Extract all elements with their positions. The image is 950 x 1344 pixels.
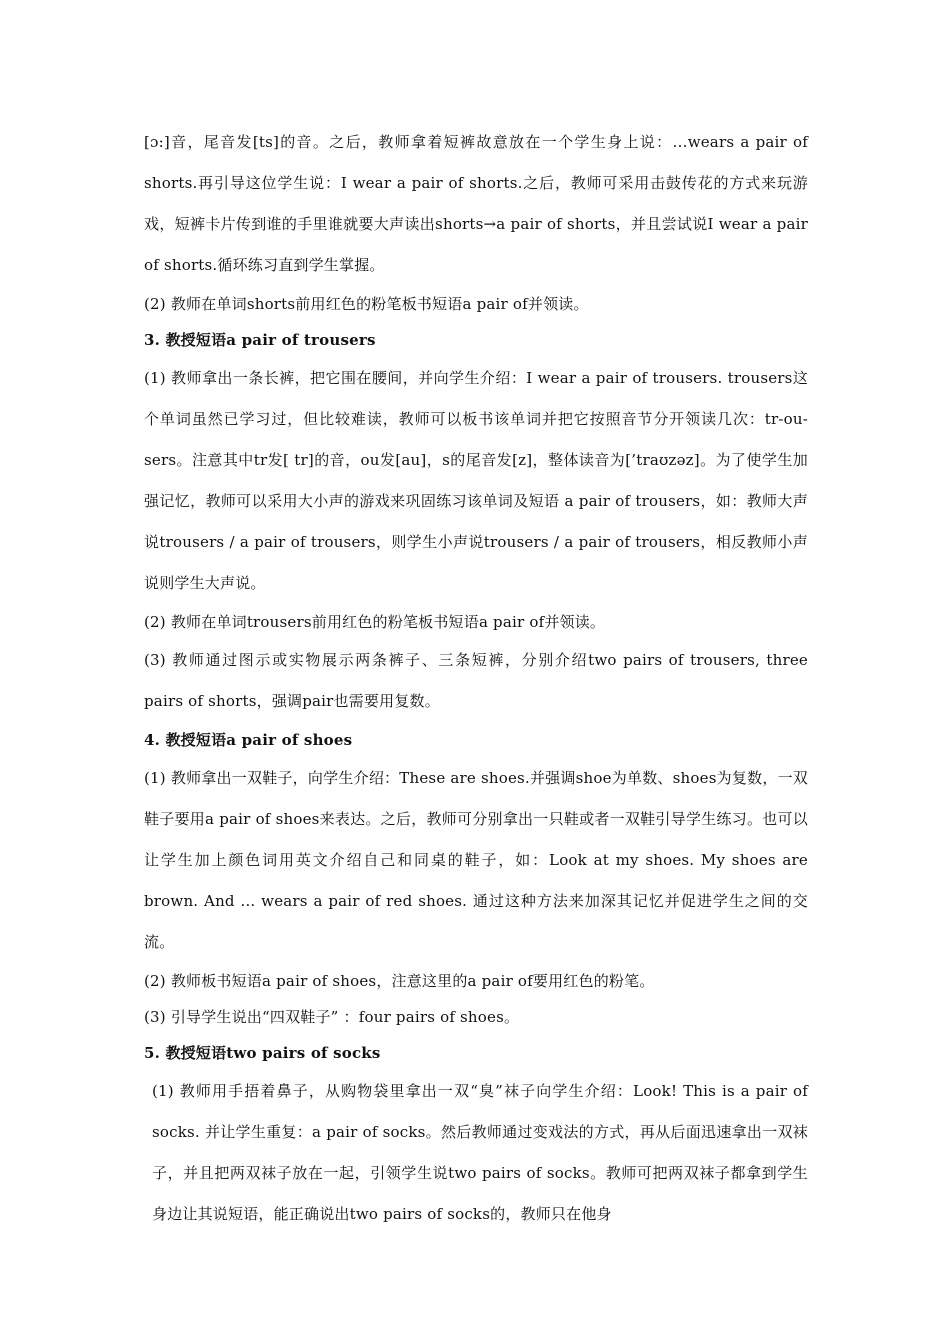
step-shorts-board: (2) 教师在单词shorts前用红色的粉笔板书短语a pair of并领读。 [144, 295, 589, 313]
step-trousers-board: (2) 教师在单词trousers前用红色的粉笔板书短语a pair of并领读。 [144, 613, 606, 631]
paragraph-trousers-plural: (3) 教师通过图示或实物展示两条裤子、三条短裤，分别介绍two pairs of trousers, three pairs of shorts，强调pair也需要用复数。 [144, 651, 808, 710]
step-shoes-board: (2) 教师板书短语a pair of shoes，注意这里的a pair of要用红色的粉笔。 [144, 972, 655, 990]
section-heading-shoes: 4. 教授短语a pair of shoes [144, 731, 353, 749]
step-shoes-four-pairs: (3) 引导学生说出“四双鞋子” ：four pairs of shoes。 [144, 1008, 520, 1026]
paragraph-socks-intro: (1) 教师用手捂着鼻子，从购物袋里拿出一双“臭”袜子向学生介绍：Look! This is a pair of socks. 并让学生重复：a pair of socks。然后教师通过变戏法的方式，再从后面迅速拿出一双袜子，并且把两双袜子放在一起，引领学生说two pairs of socks。教师可把两双袜子都拿到学生身边让其说短语，能正确说出two pairs of socks的，教师只在他身 [152, 1082, 808, 1223]
section-heading-trousers: 3. 教授短语a pair of trousers [144, 331, 376, 349]
document-body [144, 122, 808, 1235]
section-heading-socks: 5. 教授短语two pairs of socks [144, 1044, 381, 1062]
paragraph-shoes-intro: (1) 教师拿出一双鞋子，向学生介绍：These are shoes.并强调shoe为单数、shoes为复数，一双鞋子要用a pair of shoes来表达。之后，教师可分别拿出一只鞋或者一双鞋引导学生练习。也可以让学生加上颜色词用英文介绍自己和同桌的鞋子，如：Look at my shoes. My shoes are brown. And ... wears a pair of red shoes. 通过这种方法来加深其记忆并促进学生之间的交流。 [144, 769, 808, 951]
paragraph-trousers-intro: (1) 教师拿出一条长裤，把它围在腰间，并向学生介绍：I wear a pair of trousers. trousers这个单词虽然已学习过，但比较难读，教师可以板书该单词并把它按照音节分开领读几次：tr-ou-sers。注意其中tr发[ tr]的音，ou发[au]，s的尾音发[z]，整体读音为[’traʊzəz]。为了使学生加强记忆，教师可以采用大小声的游戏来巩固练习该单词及短语 a pair of trousers，如：教师大声说trousers / a pair of trousers，则学生小声说trousers / a pair of trousers，相反教师小声说则学生大声说。 [144, 369, 808, 592]
paragraph-shorts-intro: [ɔ:]音，尾音发[ts]的音。之后，教师拿着短裤故意放在一个学生身上说：…wears a pair of shorts.再引导这位学生说：I wear a pair of shorts.之后，教师可采用击鼓传花的方式来玩游戏，短裤卡片传到谁的手里谁就要大声读出shorts→a pair of shorts，并且尝试说I wear a pair of shorts.循环练习直到学生掌握。 [144, 133, 808, 274]
